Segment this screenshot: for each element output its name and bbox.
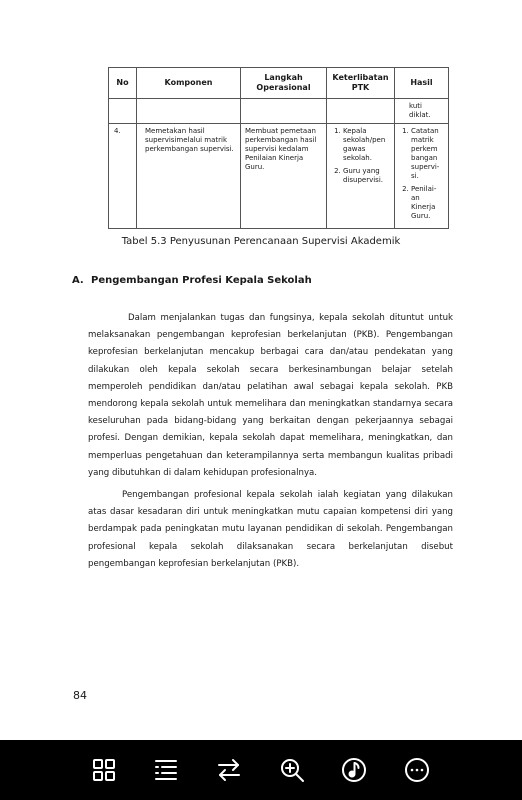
row2-hasil — [395, 124, 449, 229]
grid-view-button[interactable] — [90, 756, 118, 784]
grid-icon — [91, 757, 117, 783]
row2-komponen: Memetakan hasil supervisimelalui matrik perkembangan supervisi. — [137, 124, 241, 229]
table-of-contents-button[interactable] — [152, 756, 180, 784]
table-cell — [241, 99, 327, 124]
row2-langkah: Membuat pemetaan perkembangan hasil supervisi kedalam Penilaian Kinerja Guru. — [241, 124, 327, 229]
header-keterlibatan: Keterlibatan PTK — [327, 68, 395, 99]
table-cell — [109, 99, 137, 124]
section-title: Pengembangan Profesi Kepala Sekolah — [91, 275, 312, 286]
list-icon — [153, 757, 179, 783]
reader-toolbar — [0, 740, 522, 800]
hasil-item: 2. Penilai-an Kinerja Guru. — [411, 185, 444, 221]
supervision-table — [108, 67, 449, 229]
row2-keterlibatan — [327, 124, 395, 229]
paragraph: Pengembangan profesional kepala sekolah ialah kegiatan yang dilakukan atas dasar kesadaran diri untuk meningkatkan mutu capaian kompetensi diri yang berdampak pada peningkatan mutu layanan pendidikan di sekolah. Pengembangan profesional kepala sekolah dilaksanakan secara berkelanjutan disebut pengembangan keprofesian berkelanjutan (PKB). — [88, 490, 453, 569]
section-heading — [72, 275, 312, 286]
header-komponen: Komponen — [137, 68, 241, 99]
page-flip-button[interactable] — [215, 756, 243, 784]
hasil-item: 1. Catatan matrik perkem bangan supervi-si. — [411, 127, 444, 181]
header-no: No — [109, 68, 137, 99]
header-langkah: Langkah Operasional — [241, 68, 327, 99]
zoom-in-icon — [279, 757, 305, 783]
row2-no: 4. — [109, 124, 137, 229]
zoom-in-button[interactable] — [278, 756, 306, 784]
more-options-button[interactable] — [403, 756, 431, 784]
music-note-icon — [341, 757, 367, 783]
table-header-row — [109, 68, 449, 99]
table-cell — [137, 99, 241, 124]
swap-icon — [216, 757, 242, 783]
more-options-icon — [404, 757, 430, 783]
page-number: 84 — [73, 689, 87, 702]
paragraph: Dalam menjalankan tugas dan fungsinya, kepala sekolah dituntut untuk melaksanakan pengembangan keprofesian berkelanjutan (PKB). Pengembangan keprofesian berkelanjutan mencakup berbagai cara dan/atau pendekatan yang dilakukan oleh kepala sekolah secara berkesinambungan belajar setelah memperoleh pendidikan dan/atau pelatihan awal sebagai kepala sekolah. PKB mendorong kepala sekolah untuk memelihara dan meningkatkan standarnya secara keseluruhan pada bidang-bidang yang berkaitan dengan pekerjaannya sebagai profesi. Dengan demikian, kepala sekolah dapat memelihara, meningkatkan, dan memperluas pengetahuan dan keterampilannya serta membangun kualitas pribadi yang dibutuhkan di dalam kehidupan profesionalnya. — [88, 313, 453, 478]
table-row — [109, 99, 449, 124]
header-hasil: Hasil — [395, 68, 449, 99]
row1-hasil: kuti diklat. — [395, 99, 449, 124]
table-row — [109, 124, 449, 229]
table-caption: Tabel 5.3 Penyusunan Perencanaan Supervisi Akademik — [121, 236, 401, 247]
table-cell — [327, 99, 395, 124]
keterlibatan-item: 1. Kepala sekolah/pen gawas sekolah. — [343, 127, 390, 163]
section-label: A. — [72, 275, 84, 286]
keterlibatan-item: 2. Guru yang disupervisi. — [343, 167, 390, 185]
audio-button[interactable] — [340, 756, 368, 784]
